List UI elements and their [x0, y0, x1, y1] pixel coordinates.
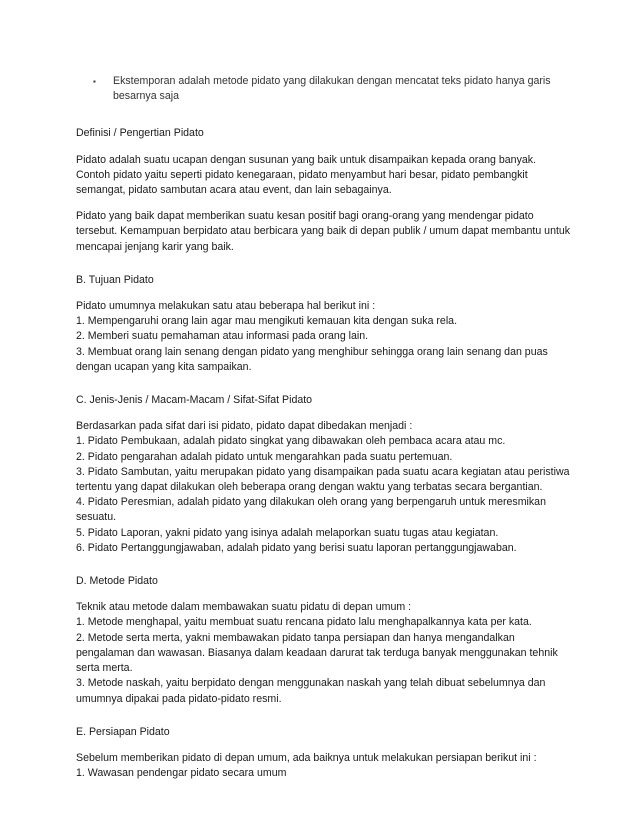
text-line: serta merta. — [76, 662, 133, 675]
paragraph — [76, 600, 574, 706]
section-heading: B. Tujuan Pidato — [76, 273, 154, 286]
section-heading: C. Jenis-Jenis / Macam-Macam / Sifat-Sifat Pidato — [76, 394, 313, 407]
bullet-item — [93, 74, 574, 104]
text-line: besarnya saja — [113, 90, 179, 103]
text-line: 3. Membuat orang lain senang dengan pidato yang menghibur sehingga orang lain senang dan puas — [76, 345, 548, 358]
text-line: Pidato yang baik dapat memberikan suatu kesan positif bagi orang-orang yang mendengar pidato — [76, 210, 534, 223]
paragraph — [76, 751, 574, 781]
text-line: tersebut. Kemampuan berpidato atau berbicara yang baik di depan publik / umum dapat membantu untuk — [76, 225, 571, 238]
paragraph — [76, 419, 574, 556]
paragraph — [76, 209, 574, 255]
text-line: sesuatu. — [76, 511, 117, 524]
text-line: dengan ucapan yang kita sampaikan. — [76, 360, 252, 373]
bullet-text — [113, 74, 574, 104]
text-line: Pidato adalah suatu ucapan dengan susunan yang baik untuk disampaikan kepada orang banyak. — [76, 153, 536, 166]
text-line: 2. Metode serta merta, yakni membawakan pidato tanpa persiapan dan hanya mengandalkan — [76, 631, 515, 644]
text-line: semangat, pidato sambutan acara atau event, dan lain sebagainya. — [76, 184, 392, 197]
text-line: 5. Pidato Laporan, yakni pidato yang isinya adalah melaporkan suatu tugas atau kegiatan. — [76, 526, 499, 539]
text-line: Berdasarkan pada sifat dari isi pidato, pidato dapat dibedakan menjadi : — [76, 420, 413, 433]
section-heading: Definisi / Pengertian Pidato — [76, 127, 204, 140]
text-line: Pidato umumnya melakukan satu atau beberapa hal berikut ini : — [76, 300, 376, 313]
text-line: 6. Pidato Pertanggungjawaban, adalah pidato yang berisi suatu laporan pertanggungjawaban. — [76, 541, 517, 554]
square-bullet-icon: ▪ — [93, 77, 96, 86]
text-line: mencapai jenjang karir yang baik. — [76, 240, 234, 253]
text-line: 3. Metode naskah, yaitu berpidato dengan menggunakan naskah yang telah dibuat sebelumnya dan — [76, 677, 546, 690]
text-line: tertentu yang dapat dilakukan oleh beberapa orang dengan waktu yang terbatas secara bergantian. — [76, 481, 543, 494]
text-line: 1. Wawasan pendengar pidato secara umum — [76, 767, 287, 780]
section-heading: D. Metode Pidato — [76, 575, 158, 588]
text-line: 1. Metode menghapal, yaitu membuat suatu rencana pidato lalu menghapalkannya kata per kata. — [76, 616, 532, 629]
text-line: 4. Pidato Peresmian, adalah pidato yang dilakukan oleh orang yang berpengaruh untuk meresmikan — [76, 496, 546, 509]
text-line: Sebelum memberikan pidato di depan umum, ada baiknya untuk melakukan persiapan berikut ini : — [76, 751, 537, 764]
paragraph — [76, 153, 574, 199]
text-line: 1. Mempengaruhi orang lain agar mau mengikuti kemauan kita dengan suka rela. — [76, 315, 458, 328]
text-line: 2. Pidato pengarahan adalah pidato untuk mengarahkan pada suatu pertemuan. — [76, 450, 453, 463]
text-line: Teknik atau metode dalam membawakan suatu pidatu di depan umum : — [76, 601, 412, 614]
text-line: Contoh pidato yaitu seperti pidato kenegaraan, pidato menyambut hari besar, pidato pembangkit — [76, 168, 528, 181]
text-line: pengalaman dan wawasan. Biasanya dalam keadaan darurat tak terduga banyak menggunakan tehnik — [76, 646, 558, 659]
text-line: 1. Pidato Pembukaan, adalah pidato singkat yang dibawakan oleh pembaca acara atau mc. — [76, 435, 506, 448]
section-heading: E. Persiapan Pidato — [76, 725, 170, 738]
paragraph — [76, 299, 574, 375]
text-line: umumnya dipakai pada pidato-pidato resmi. — [76, 692, 282, 705]
text-line: Ekstemporan adalah metode pidato yang dilakukan dengan mencatat teks pidato hanya garis — [113, 75, 551, 87]
text-line: 3. Pidato Sambutan, yaitu merupakan pidato yang disampaikan pada suatu acara kegiatan atau peristiwa — [76, 465, 570, 478]
text-line: 2. Memberi suatu pemahaman atau informasi pada orang lain. — [76, 330, 369, 343]
